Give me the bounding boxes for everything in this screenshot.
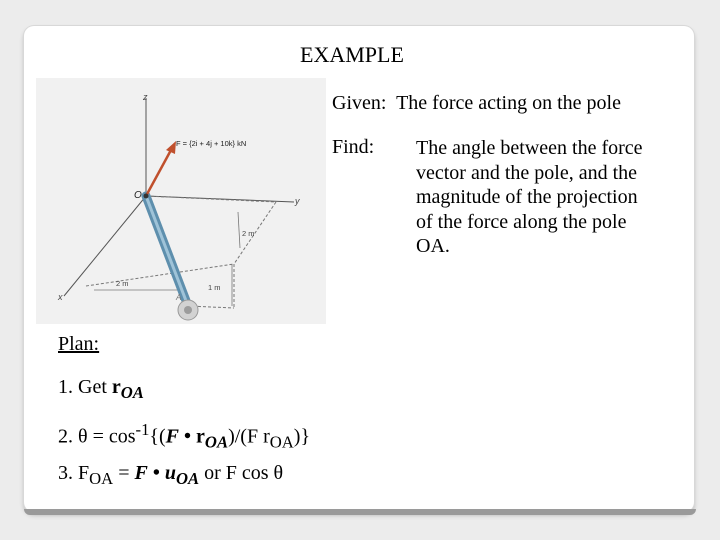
step-subscript: OA bbox=[89, 469, 114, 488]
pole-highlight bbox=[146, 196, 188, 306]
plan-label: Plan: bbox=[58, 333, 100, 355]
step-text: 1. Get bbox=[58, 376, 112, 398]
step-subscript: OA bbox=[269, 432, 294, 452]
pole-figure bbox=[36, 78, 326, 324]
z-axis-label: z bbox=[143, 92, 148, 102]
find-line: magnitude of the projection bbox=[416, 186, 638, 208]
step-text: or F cos θ bbox=[199, 462, 284, 484]
given-label: Given: bbox=[332, 92, 387, 114]
x-axis bbox=[64, 196, 146, 296]
dim-line bbox=[238, 212, 240, 248]
step-symbol: r bbox=[111, 376, 121, 398]
step-text: {( bbox=[149, 425, 166, 448]
force-arrowhead bbox=[166, 141, 176, 154]
x-axis-label: x bbox=[58, 292, 63, 302]
force-arrow bbox=[146, 150, 171, 196]
find-line: vector and the pole, and the bbox=[416, 161, 638, 184]
given-line bbox=[332, 92, 621, 115]
step-text: )} bbox=[293, 425, 311, 448]
base-a-center bbox=[184, 306, 192, 314]
pole-diagram bbox=[36, 78, 326, 324]
point-a-label: A bbox=[176, 293, 182, 302]
find-line: of the force along the pole bbox=[416, 210, 627, 233]
dim-2m-right: 2 m bbox=[242, 229, 255, 238]
step-dot: • bbox=[179, 425, 197, 448]
step-symbol: F bbox=[165, 425, 180, 448]
step-subscript: OA bbox=[175, 469, 200, 488]
step-dot: • bbox=[147, 462, 165, 484]
slide-title: EXAMPLE bbox=[300, 42, 404, 67]
step-symbol: r bbox=[196, 425, 205, 448]
dim-1m: 1 m bbox=[208, 283, 221, 292]
find-text bbox=[416, 136, 643, 259]
step-text: )/(F r bbox=[228, 425, 270, 448]
find-label: Find: bbox=[332, 136, 375, 158]
point-o-marker bbox=[144, 194, 149, 199]
slide-bottom-bar bbox=[24, 509, 696, 515]
find-line: OA. bbox=[416, 235, 450, 257]
ground-line bbox=[234, 202, 276, 264]
force-label: F = {2i + 4j + 10k} kN bbox=[176, 139, 247, 148]
given-text: The force acting on the pole bbox=[396, 92, 621, 114]
step-text: = bbox=[113, 462, 135, 484]
plan-step-3 bbox=[58, 462, 283, 489]
step-subscript: OA bbox=[120, 383, 144, 402]
find-line: The angle between the force bbox=[416, 137, 643, 159]
y-axis-label: y bbox=[295, 196, 300, 206]
step-text: 3. F bbox=[58, 462, 90, 484]
step-subscript: OA bbox=[204, 432, 229, 452]
step-symbol: u bbox=[164, 462, 176, 484]
dim-2m-left: 2 m bbox=[116, 279, 129, 288]
plan-step-1 bbox=[58, 376, 144, 403]
point-o-label: O bbox=[134, 190, 142, 201]
step-superscript: -1 bbox=[135, 420, 150, 439]
step-text: 2. θ = cos bbox=[58, 425, 136, 448]
plan-step-2 bbox=[58, 420, 310, 453]
step-symbol: F bbox=[134, 462, 148, 484]
